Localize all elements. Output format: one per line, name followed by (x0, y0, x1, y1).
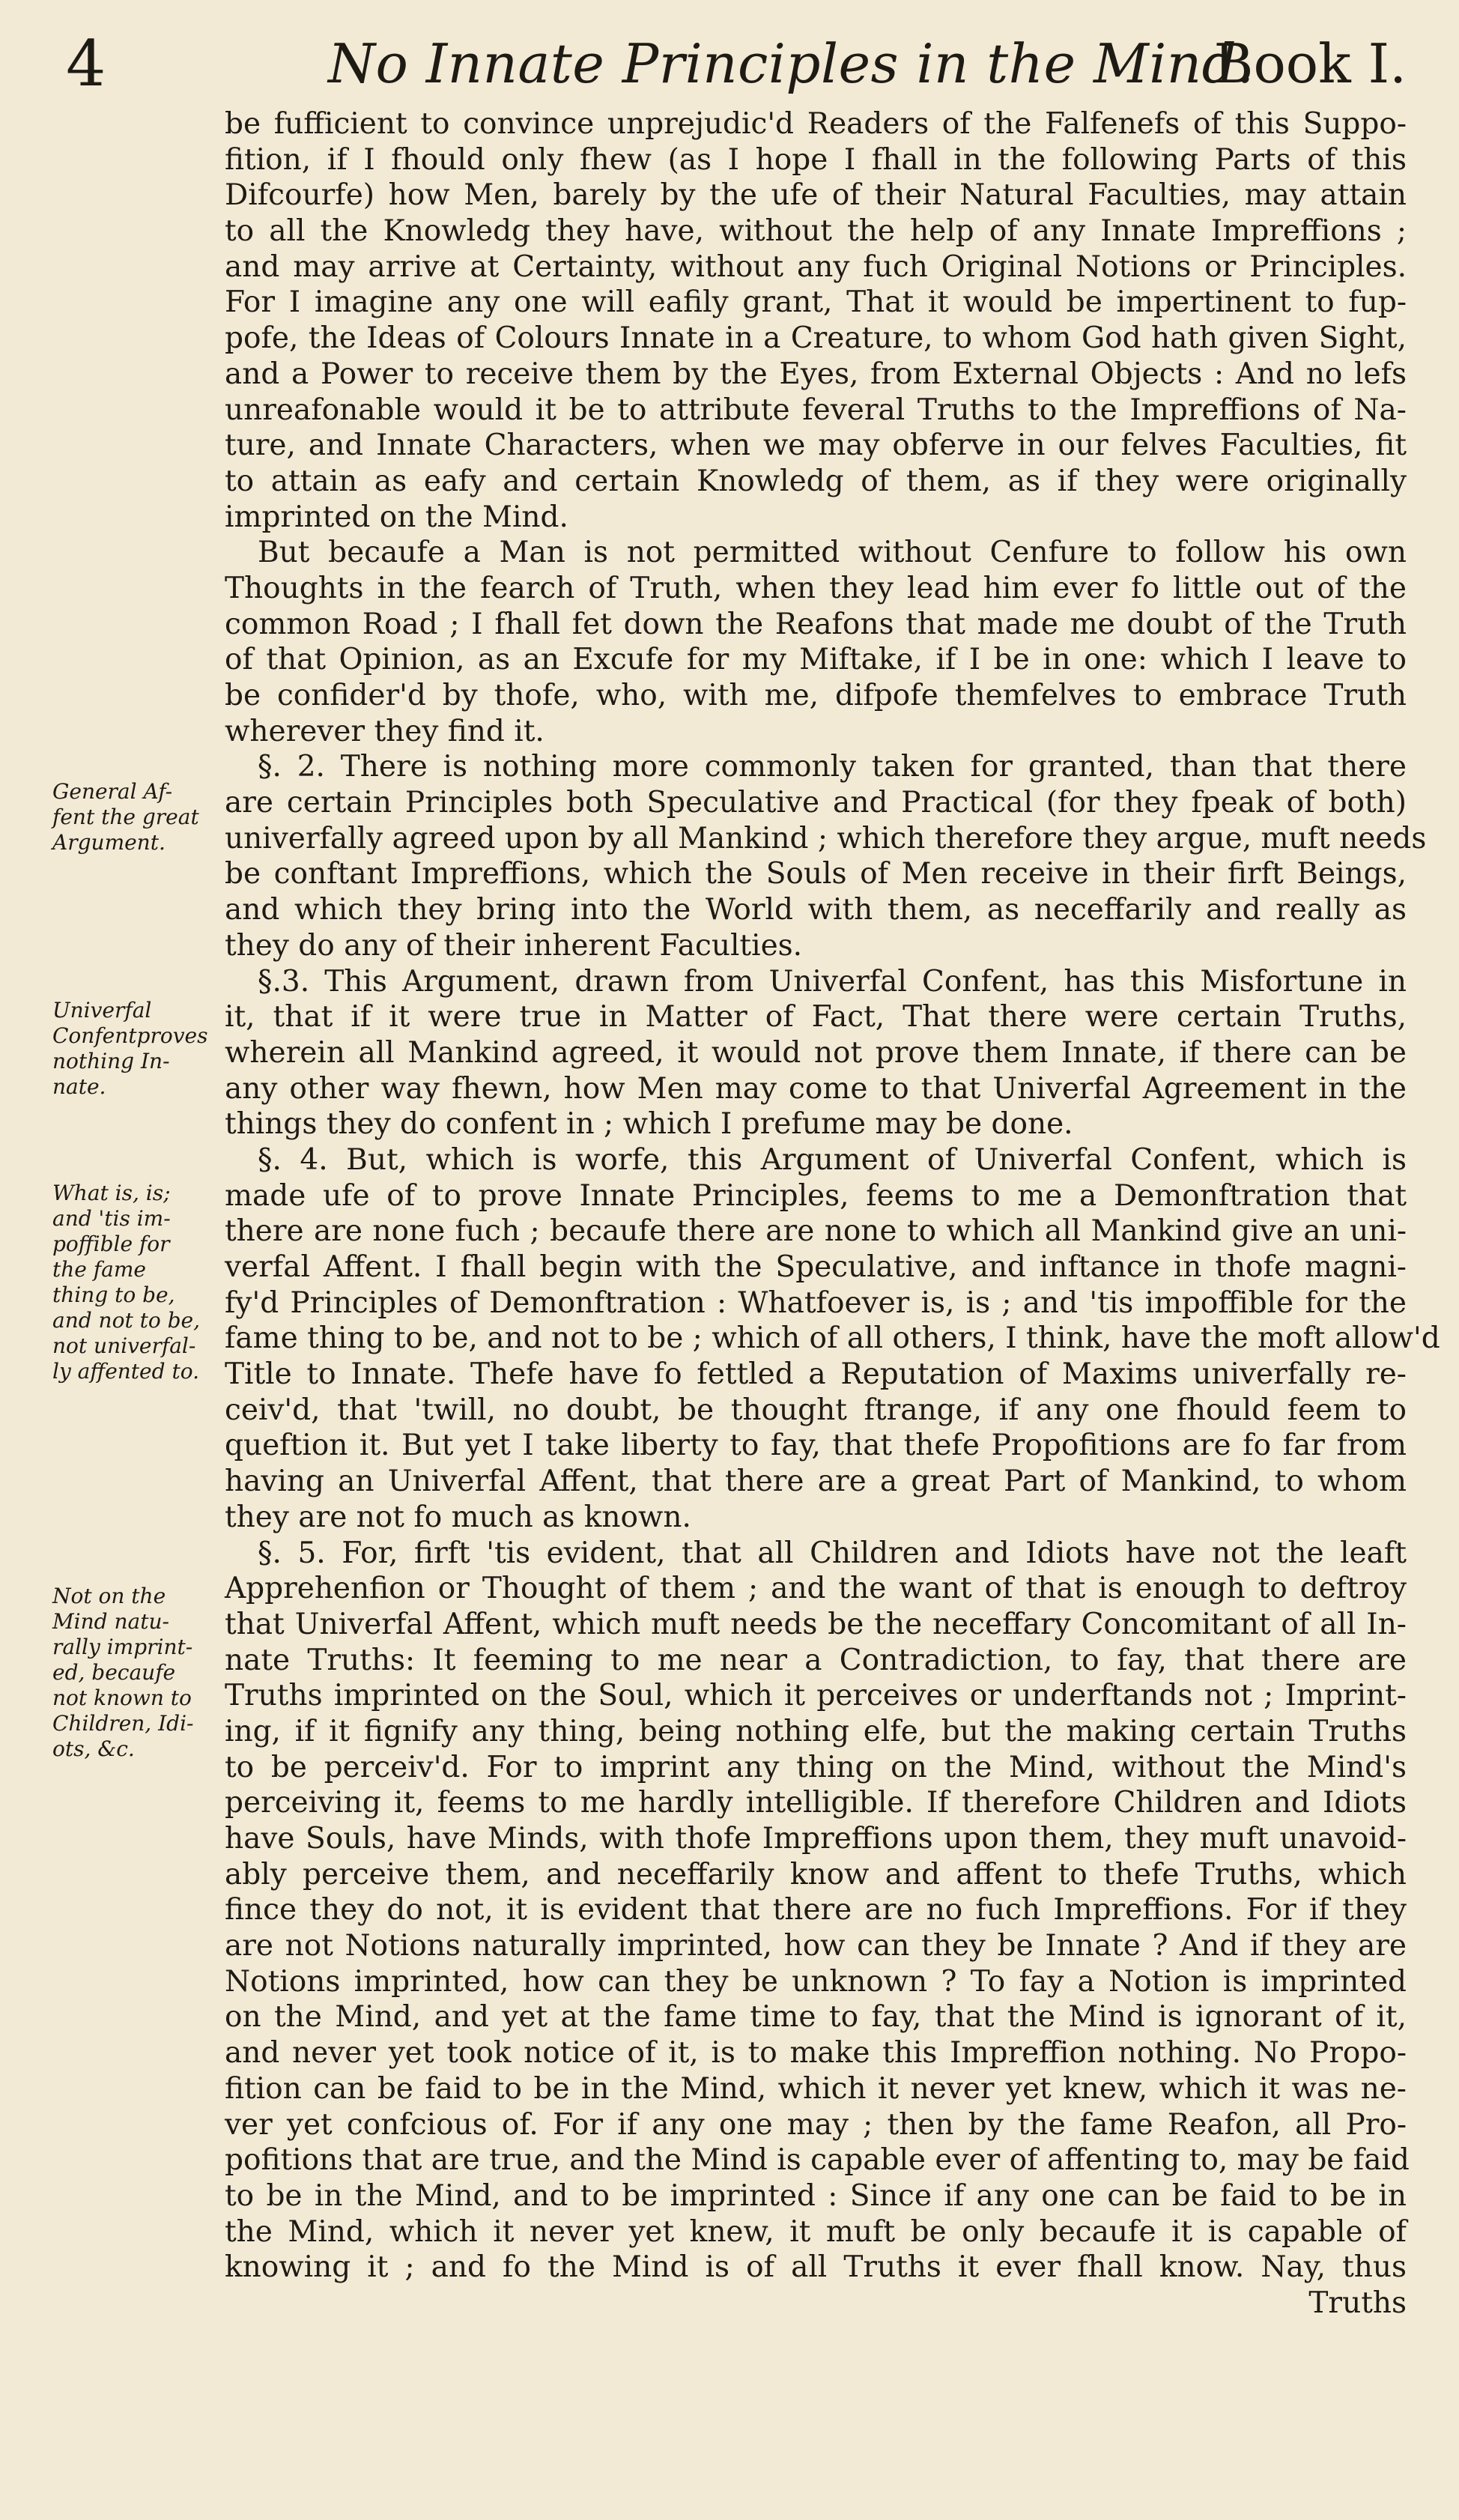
body-line: nate Truths: It feeming to me near a Contradiction, to fay, that there are (225, 1643, 1407, 1677)
body-line: and never yet took notice of it, is to make this Impreffion nothing. No Propo- (225, 2036, 1407, 2071)
margin-note-line: Argument. (52, 830, 166, 855)
body-line: Notions imprinted, how can they be unknown ? To fay a Notion is imprinted (225, 1964, 1407, 1999)
body-line: and a Power to receive them by the Eyes, from External Objects : And no lefs (225, 357, 1407, 391)
body-line: things they do confent in ; which I prefume may be done. (225, 1107, 1073, 1142)
margin-note-line: What is, is; (52, 1181, 171, 1205)
body-line: knowing it ; and fo the Mind is of all Truths it ever fhall know. Nay, thus (225, 2250, 1407, 2285)
margin-note-line: the fame (52, 1257, 146, 1282)
margin-note-line: poffible for (52, 1232, 170, 1256)
body-line: ver yet confcious of. For if any one may ; then by the fame Reafon, all Pro- (225, 2107, 1407, 2142)
margin-note-universal-consent (52, 998, 216, 1100)
body-line: ceiv'd, that 'twill, no doubt, be thought ftrange, if any one fhould feem to (225, 1393, 1407, 1427)
body-line: be confider'd by thofe, who, with me, difpofe themfelves to embrace Truth (225, 679, 1407, 712)
body-line: §.3. This Argument, drawn from Univerfal Confent, has this Misfortune in (258, 964, 1407, 999)
body-line: verfal Affent. I fhall begin with the Speculative, and inftance in thofe magni- (225, 1250, 1407, 1284)
body-line: and may arrive at Certainty, without any fuch Original Notions or Principles. (225, 249, 1407, 284)
body-line: the Mind, which it never yet knew, it muft be only becaufe it is capable of (225, 2214, 1407, 2249)
body-line: any other way fhewn, how Men may come to that Univerfal Agreement in the (225, 1071, 1407, 1106)
body-line: fince they do not, it is evident that there are no fuch Impreffions. For if they (225, 1893, 1407, 1927)
margin-note-line: Children, Idi- (52, 1711, 194, 1736)
margin-note-line: Mind natu- (52, 1609, 169, 1634)
margin-note-line: nothing In- (52, 1049, 170, 1073)
body-line: unreafonable would it be to attribute feveral Truths to the Impreffions of Na- (225, 393, 1407, 427)
body-line: Truths imprinted on the Soul, which it perceives or underftands not ; Imprint- (225, 1679, 1407, 1713)
body-line: wherein all Mankind agreed, it would not prove them Innate, if there can be (225, 1035, 1407, 1070)
body-line: ing, if it fignify any thing, being nothing elfe, but the making certain Truths (225, 1714, 1407, 1748)
body-line: be fufficient to convince unprejudic'd Readers of the Falfenefs of this Suppo- (225, 107, 1407, 141)
body-line: to all the Knowledg they have, without the help of any Innate Impreffions ; (225, 214, 1407, 249)
margin-note-line: not known to (52, 1685, 192, 1710)
body-line: are certain Principles both Speculative and Practical (for they fpeak of both) (225, 786, 1407, 820)
body-line: For I imagine any one will eafily grant, That it would be impertinent to fup- (225, 285, 1407, 320)
book-label: Book I. (1213, 32, 1407, 95)
margin-note-line: ly affented to. (52, 1359, 199, 1384)
running-header (66, 22, 1407, 105)
body-line: have Souls, have Minds, with thofe Impreffions upon them, they muft unavoid- (225, 1822, 1407, 1856)
margin-note-line: ed, becaufe (52, 1660, 176, 1685)
body-line: on the Mind, and yet at the fame time to fay, that the Mind is ignorant of it, (225, 2000, 1407, 2035)
body-line: common Road ; I fhall fet down the Reafons that made me doubt of the Truth (225, 607, 1407, 641)
body-line: queftion it. But yet I take liberty to fay, that thefe Propofitions are fo far from (225, 1429, 1407, 1463)
margin-note-line: fent the great (52, 805, 199, 829)
margin-note-line: thing to be, (52, 1282, 175, 1307)
body-line: fition can be faid to be in the Mind, which it never yet knew, which it was ne- (225, 2071, 1407, 2106)
page-number: 4 (66, 27, 106, 100)
body-line: pofitions that are true, and the Mind is capable ever of affenting to, may be faid (225, 2143, 1410, 2178)
body-line: Apprehenfion or Thought of them ; and the want of that is enough to deftroy (225, 1572, 1407, 1606)
body-line: ture, and Innate Characters, when we may obferve in our felves Faculties, fit (225, 428, 1407, 463)
margin-note-line: and 'tis im- (52, 1206, 171, 1231)
body-line: §. 5. For, firft 'tis evident, that all Children and Idiots have not the leaft (258, 1536, 1407, 1570)
body-line: ably perceive them, and neceffarily know and affent to thefe Truths, which (225, 1857, 1407, 1891)
catchword: Truths (1308, 2286, 1407, 2320)
body-line: §. 2. There is nothing more commonly taken for granted, than that there (258, 750, 1407, 784)
body-line: and which they bring into the World with them, as neceffarily and really as (225, 893, 1407, 927)
margin-note-not-on-mind (52, 1584, 216, 1762)
margin-note-what-is-is (52, 1181, 216, 1384)
body-line: be conftant Impreffions, which the Souls of Men receive in their firft Beings, (225, 857, 1407, 891)
body-line: pofe, the Ideas of Colours Innate in a Creature, to whom God hath given Sight, (225, 321, 1407, 356)
body-line: univerfally agreed upon by all Mankind ; which therefore they argue, muft needs (225, 821, 1427, 855)
body-line: fition, if I fhould only fhew (as I hope I fhall in the following Parts of this (225, 142, 1407, 177)
body-line: fy'd Principles of Demonftration : Whatfoever is, is ; and 'tis impoffible for the (225, 1285, 1407, 1320)
body-line: made ufe of to prove Innate Principles, feems to me a Demonftration that (225, 1178, 1407, 1213)
body-line: to attain as eafy and certain Knowledg of them, as if they were originally (225, 464, 1407, 498)
margin-note-line: ots, &c. (52, 1736, 135, 1761)
body-line: it, that if it were true in Matter of Fact, That there were certain Truths, (225, 1000, 1407, 1035)
body-line: fame thing to be, and not to be ; which of all others, I think, have the moft allow'd (225, 1321, 1440, 1356)
margin-note-line: not univerfal- (52, 1333, 196, 1358)
margin-note-line: Not on the (52, 1584, 166, 1608)
body-line: Thoughts in the fearch of Truth, when they lead him ever fo little out of the (225, 571, 1407, 605)
body-line: to be in the Mind, and to be imprinted : Since if any one can be faid to be in (225, 2178, 1407, 2213)
body-line: But becaufe a Man is not permitted without Cenfure to follow his own (258, 536, 1407, 570)
body-line: Difcourfe) how Men, barely by the ufe of their Natural Faculties, may attain (225, 178, 1407, 213)
body-line: of that Opinion, as an Excufe for my Miftake, if I be in one: which I leave to (225, 643, 1407, 677)
body-line: imprinted on the Mind. (225, 500, 568, 534)
margin-note-line: and not to be, (52, 1308, 200, 1333)
margin-note-line: rally imprint- (52, 1635, 193, 1659)
main-text (225, 106, 1440, 2321)
body-line: §. 4. But, which is worfe, this Argument of Univerfal Confent, which is (258, 1142, 1407, 1177)
body-line: they are not fo much as known. (225, 1500, 691, 1534)
margin-note-general-assent (52, 779, 216, 855)
margin-note-line: Univerfal (52, 998, 152, 1023)
body-line: that Univerfal Affent, which muft needs be the neceffary Concomitant of all In- (225, 1607, 1407, 1641)
body-line: there are none fuch ; becaufe there are none to which all Mankind give an uni- (225, 1214, 1407, 1249)
body-line: having an Univerfal Affent, that there are a great Part of Mankind, to whom (225, 1465, 1407, 1499)
body-line: wherever they find it. (225, 714, 545, 748)
body-line: are not Notions naturally imprinted, how can they be Innate ? And if they are (225, 1929, 1407, 1963)
body-line: perceiving it, feems to me hardly intelligible. If therefore Children and Idiots (225, 1786, 1407, 1820)
body-line: Title to Innate. Thefe have fo fettled a Reputation of Maxims univerfally re- (225, 1357, 1407, 1392)
body-line: they do any of their inherent Faculties. (225, 928, 803, 963)
margin-note-line: Confentproves (52, 1023, 208, 1048)
running-title: No Innate Principles in the Mind. (328, 32, 1255, 95)
margin-note-line: nate. (52, 1074, 106, 1099)
body-line: to be perceiv'd. For to imprint any thing on the Mind, without the Mind's (225, 1750, 1407, 1784)
margin-note-line: General Af- (52, 779, 173, 804)
